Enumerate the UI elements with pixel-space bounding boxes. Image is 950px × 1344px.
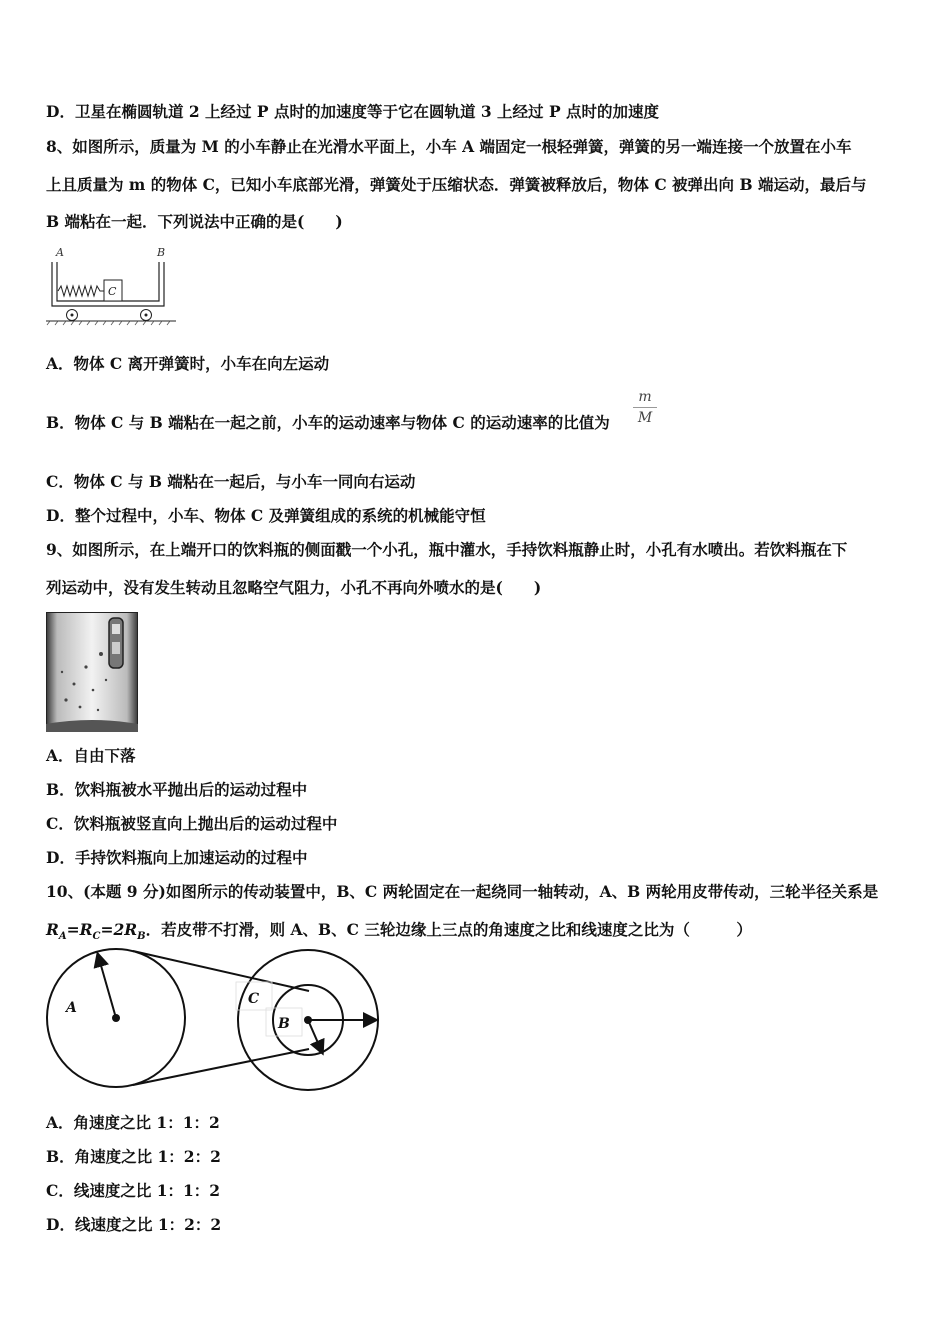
q9-stem-line-2: 列运动中，没有发生转动且忽略空气阻力，小孔不再向外喷水的是( ) (46, 578, 542, 597)
q10-option-a: A．角速度之比 1：1：2 (46, 1113, 220, 1132)
cart-spring-figure (44, 244, 180, 328)
block-c-label: C (108, 285, 117, 298)
q9-stem-line-1: 9、如图所示，在上端开口的饮料瓶的侧面戳一个小孔，瓶中灌水，手持饮料瓶静止时，小孔有水喷出。若饮料瓶在下 (46, 540, 848, 559)
q9-option-b: B．饮料瓶被水平抛出后的运动过程中 (46, 780, 308, 799)
belt-bottom (133, 1049, 309, 1085)
q10-option-b: B．角速度之比 1：2：2 (46, 1147, 221, 1166)
wheel-c-label: C (248, 991, 260, 1007)
q9-option-a: A．自由下落 (46, 746, 136, 765)
q8-option-d: D．整个过程中，小车、物体 C 及弹簧组成的系统的机械能守恒 (46, 506, 486, 525)
q8-option-a: A．物体 C 离开弹簧时，小车在向左运动 (46, 354, 330, 373)
bottle-photo (46, 612, 138, 732)
q10-option-d: D．线速度之比 1：2：2 (46, 1215, 222, 1234)
q10-stem-line-2: $R_A=R_C=2R_B$．若皮带不打滑，则 A、B、C 三轮边缘上三点的角速度之比和线速度之比为（ ） (46, 920, 752, 943)
pulley-belt-figure (40, 948, 385, 1096)
q9-option-c: C．饮料瓶被竖直向上抛出后的运动过程中 (46, 814, 338, 833)
cart-label-b: B (157, 246, 166, 259)
fraction-denominator: M (637, 410, 653, 426)
q8-stem-line-1: 8、如图所示，质量为 M 的小车静止在光滑水平面上，小车 A 端固定一根轻弹簧，弹簧的另一端连接一个放置在小车 (46, 137, 852, 156)
fraction-numerator: m (638, 389, 652, 405)
wheel-b-label: B (278, 1016, 290, 1032)
q8-option-b: B．物体 C 与 B 端粘在一起之前，小车的运动速率与物体 C 的运动速率的比值为 (46, 413, 610, 432)
q8-option-c: C．物体 C 与 B 端粘在一起后，与小车一同向右运动 (46, 472, 416, 491)
q7-option-d: D．卫星在椭圆轨道 2 上经过 P 点时的加速度等于它在圆轨道 3 上经过 P 点时的加速度 (46, 102, 659, 121)
wheel-a-label: A (66, 1000, 77, 1016)
cart-label-a: A (56, 246, 64, 259)
q10-stem-line-1: 10、(本题 9 分)如图所示的传动装置中，B、C 两轮固定在一起绕同一轴转动，A、B 两轮用皮带传动，三轮半径关系是 (46, 882, 879, 901)
belt-top (133, 951, 309, 991)
mass-ratio-fraction (633, 388, 657, 427)
q9-option-d: D．手持饮料瓶向上加速运动的过程中 (46, 848, 308, 867)
q8-stem-line-3: B 端粘在一起．下列说法中正确的是( ) (46, 212, 343, 231)
spring (58, 286, 104, 296)
q8-stem-line-2: 上且质量为 m 的物体 C，已知小车底部光滑，弹簧处于压缩状态．弹簧被释放后，物体 C 被弹出向 B 端运动，最后与 (46, 175, 867, 194)
q10-option-c: C．线速度之比 1：1：2 (46, 1181, 221, 1200)
